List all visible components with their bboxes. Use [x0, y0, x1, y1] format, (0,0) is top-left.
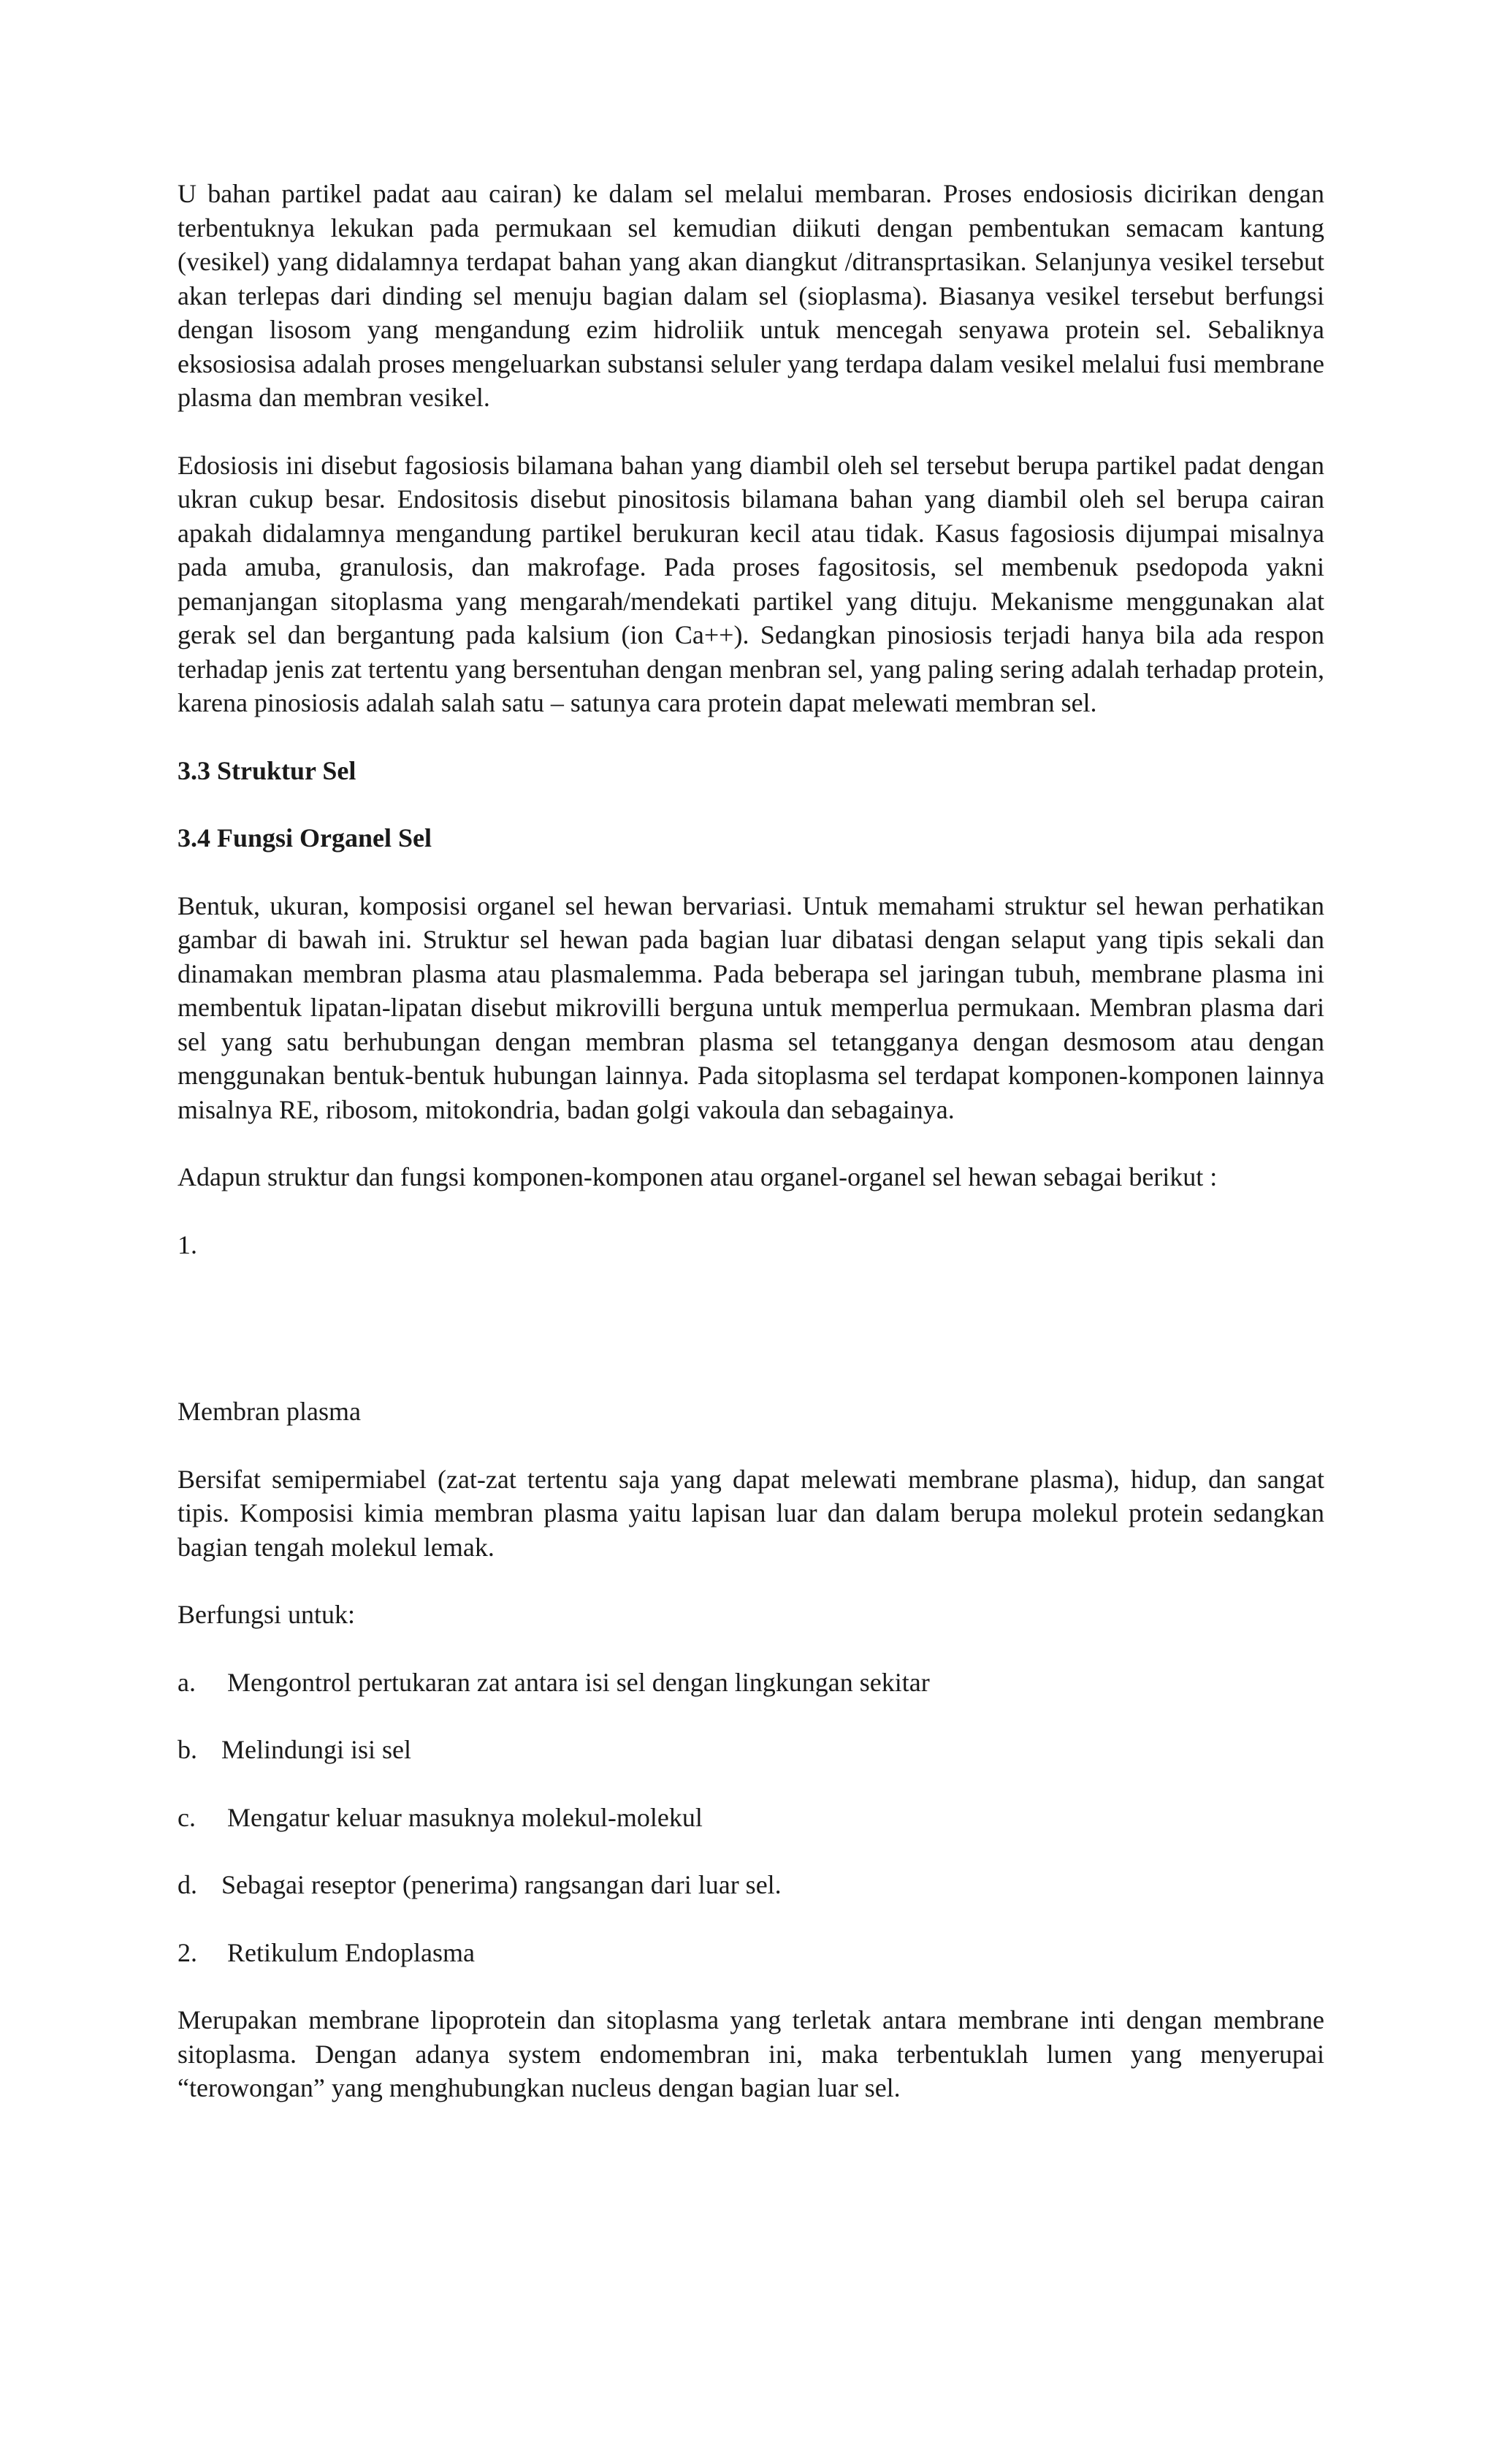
function-item-c [178, 1801, 1324, 1835]
berfungsi-label: Berfungsi untuk: [178, 1600, 355, 1629]
function-marker: a. [178, 1667, 196, 1697]
image-placeholder [178, 1262, 1324, 1395]
paragraph-adapun: Adapun struktur dan fungsi komponen-komponen atau organel-organel sel hewan sebagai berikut : [178, 1162, 1218, 1191]
function-item-b [178, 1733, 1324, 1767]
document-page [178, 177, 1324, 2105]
function-text: Melindungi isi sel [221, 1735, 411, 1764]
list-title: Retikulum Endoplasma [227, 1937, 475, 1967]
paragraph-fagosiosis: Edosiosis ini disebut fagosiosis bilamana bahan yang diambil oleh sel tersebut berupa partikel padat dengan ukran cukup besar. Endositosis disebut pinositosis bilamana bahan yang diambil oleh sel berupa cairan apakah didalamnya mengandung partikel berukuran kecil atau tidak. Kasus fagosiosis dijumpai misalnya pada amuba, granulosis, dan makrofage. Pada proses fagositosis, sel membenuk psedopoda yakni pemanjangan sitoplasma yang mengarah/mendekati partikel yang dituju. Mekanisme menggunakan alat gerak sel dan bergantung pada kalsium (ion Ca++). Sedangkan pinosiosis terjadi hanya bila ada respon terhadap jenis zat tertentu yang bersentuhan dengan menbran sel, yang paling sering adalah terhadap protein, karena pinosiosis adalah salah satu – satunya cara protein dapat melewati membran sel. [178, 450, 1324, 717]
list-number-1: 1. [178, 1229, 197, 1259]
function-text: Mengontrol pertukaran zat antara isi sel dengan lingkungan sekitar [227, 1667, 930, 1697]
list-number-2 [178, 1936, 1324, 1970]
function-item-d [178, 1868, 1324, 1902]
function-text: Mengatur keluar masuknya molekul-molekul [227, 1802, 703, 1832]
heading-fungsi-organel: 3.4 Fungsi Organel Sel [178, 823, 432, 853]
list-number: 2. [178, 1937, 197, 1967]
function-marker: c. [178, 1802, 196, 1832]
function-text: Sebagai reseptor (penerima) rangsangan dari luar sel. [221, 1870, 782, 1899]
function-item-a [178, 1666, 1324, 1700]
function-marker: d. [178, 1870, 197, 1899]
paragraph-semipermiabel: Bersifat semipermiabel (zat-zat tertentu saja yang dapat melewati membrane plasma), hidup, dan sangat tipis. Komposisi kimia membran plasma yaitu lapisan luar dan dalam berupa molekul protein sedangkan bagian tengah molekul lemak. [178, 1464, 1324, 1562]
paragraph-endosiosis: U bahan partikel padat aau cairan) ke dalam sel melalui membaran. Proses endosiosis dicirikan dengan terbentuknya lekukan pada permukaan sel kemudian diikuti dengan pembentukan semacam kantung (vesikel) yang didalamnya terdapat bahan yang akan diangkut /ditransprtasikan. Selanjunya vesikel tersebut akan terlepas dari dinding sel menuju bagian dalam sel (sioplasma). Biasanya vesikel tersebut berfungsi dengan lisosom yang mengandung ezim hidroliik untuk mencegah senyawa protein sel. Sebaliknya eksosiosisa adalah proses mengeluarkan substansi seluler yang terdapa dalam vesikel melalui fusi membrane plasma dan membran vesikel. [178, 179, 1324, 412]
paragraph-bentuk-ukuran: Bentuk, ukuran, komposisi organel sel hewan bervariasi. Untuk memahami struktur sel hewan perhatikan gambar di bawah ini. Struktur sel hewan pada bagian luar dibatasi dengan selaput yang tipis sekali dan dinamakan membran plasma atau plasmalemma. Pada beberapa sel jaringan tubuh, membrane plasma ini membentuk lipatan-lipatan disebut mikrovilli berguna untuk memperlua permukaan. Membran plasma dari sel yang satu berhubungan dengan membran plasma sel tetangganya dengan desmosom atau dengan menggunakan bentuk-bentuk hubungan lainnya. Pada sitoplasma sel terdapat komponen-komponen lainnya misalnya RE, ribosom, mitokondria, badan golgi vakoula dan sebagainya. [178, 890, 1324, 1124]
heading-struktur-sel: 3.3 Struktur Sel [178, 755, 356, 785]
function-marker: b. [178, 1735, 197, 1764]
membran-plasma-title: Membran plasma [178, 1397, 361, 1426]
paragraph-lipoprotein: Merupakan membrane lipoprotein dan sitoplasma yang terletak antara membrane inti dengan membrane sitoplasma. Dengan adanya system endomembran ini, maka terbentuklah lumen yang menyerupai “terowongan” yang menghubungkan nucleus dengan bagian luar sel. [178, 2005, 1324, 2102]
